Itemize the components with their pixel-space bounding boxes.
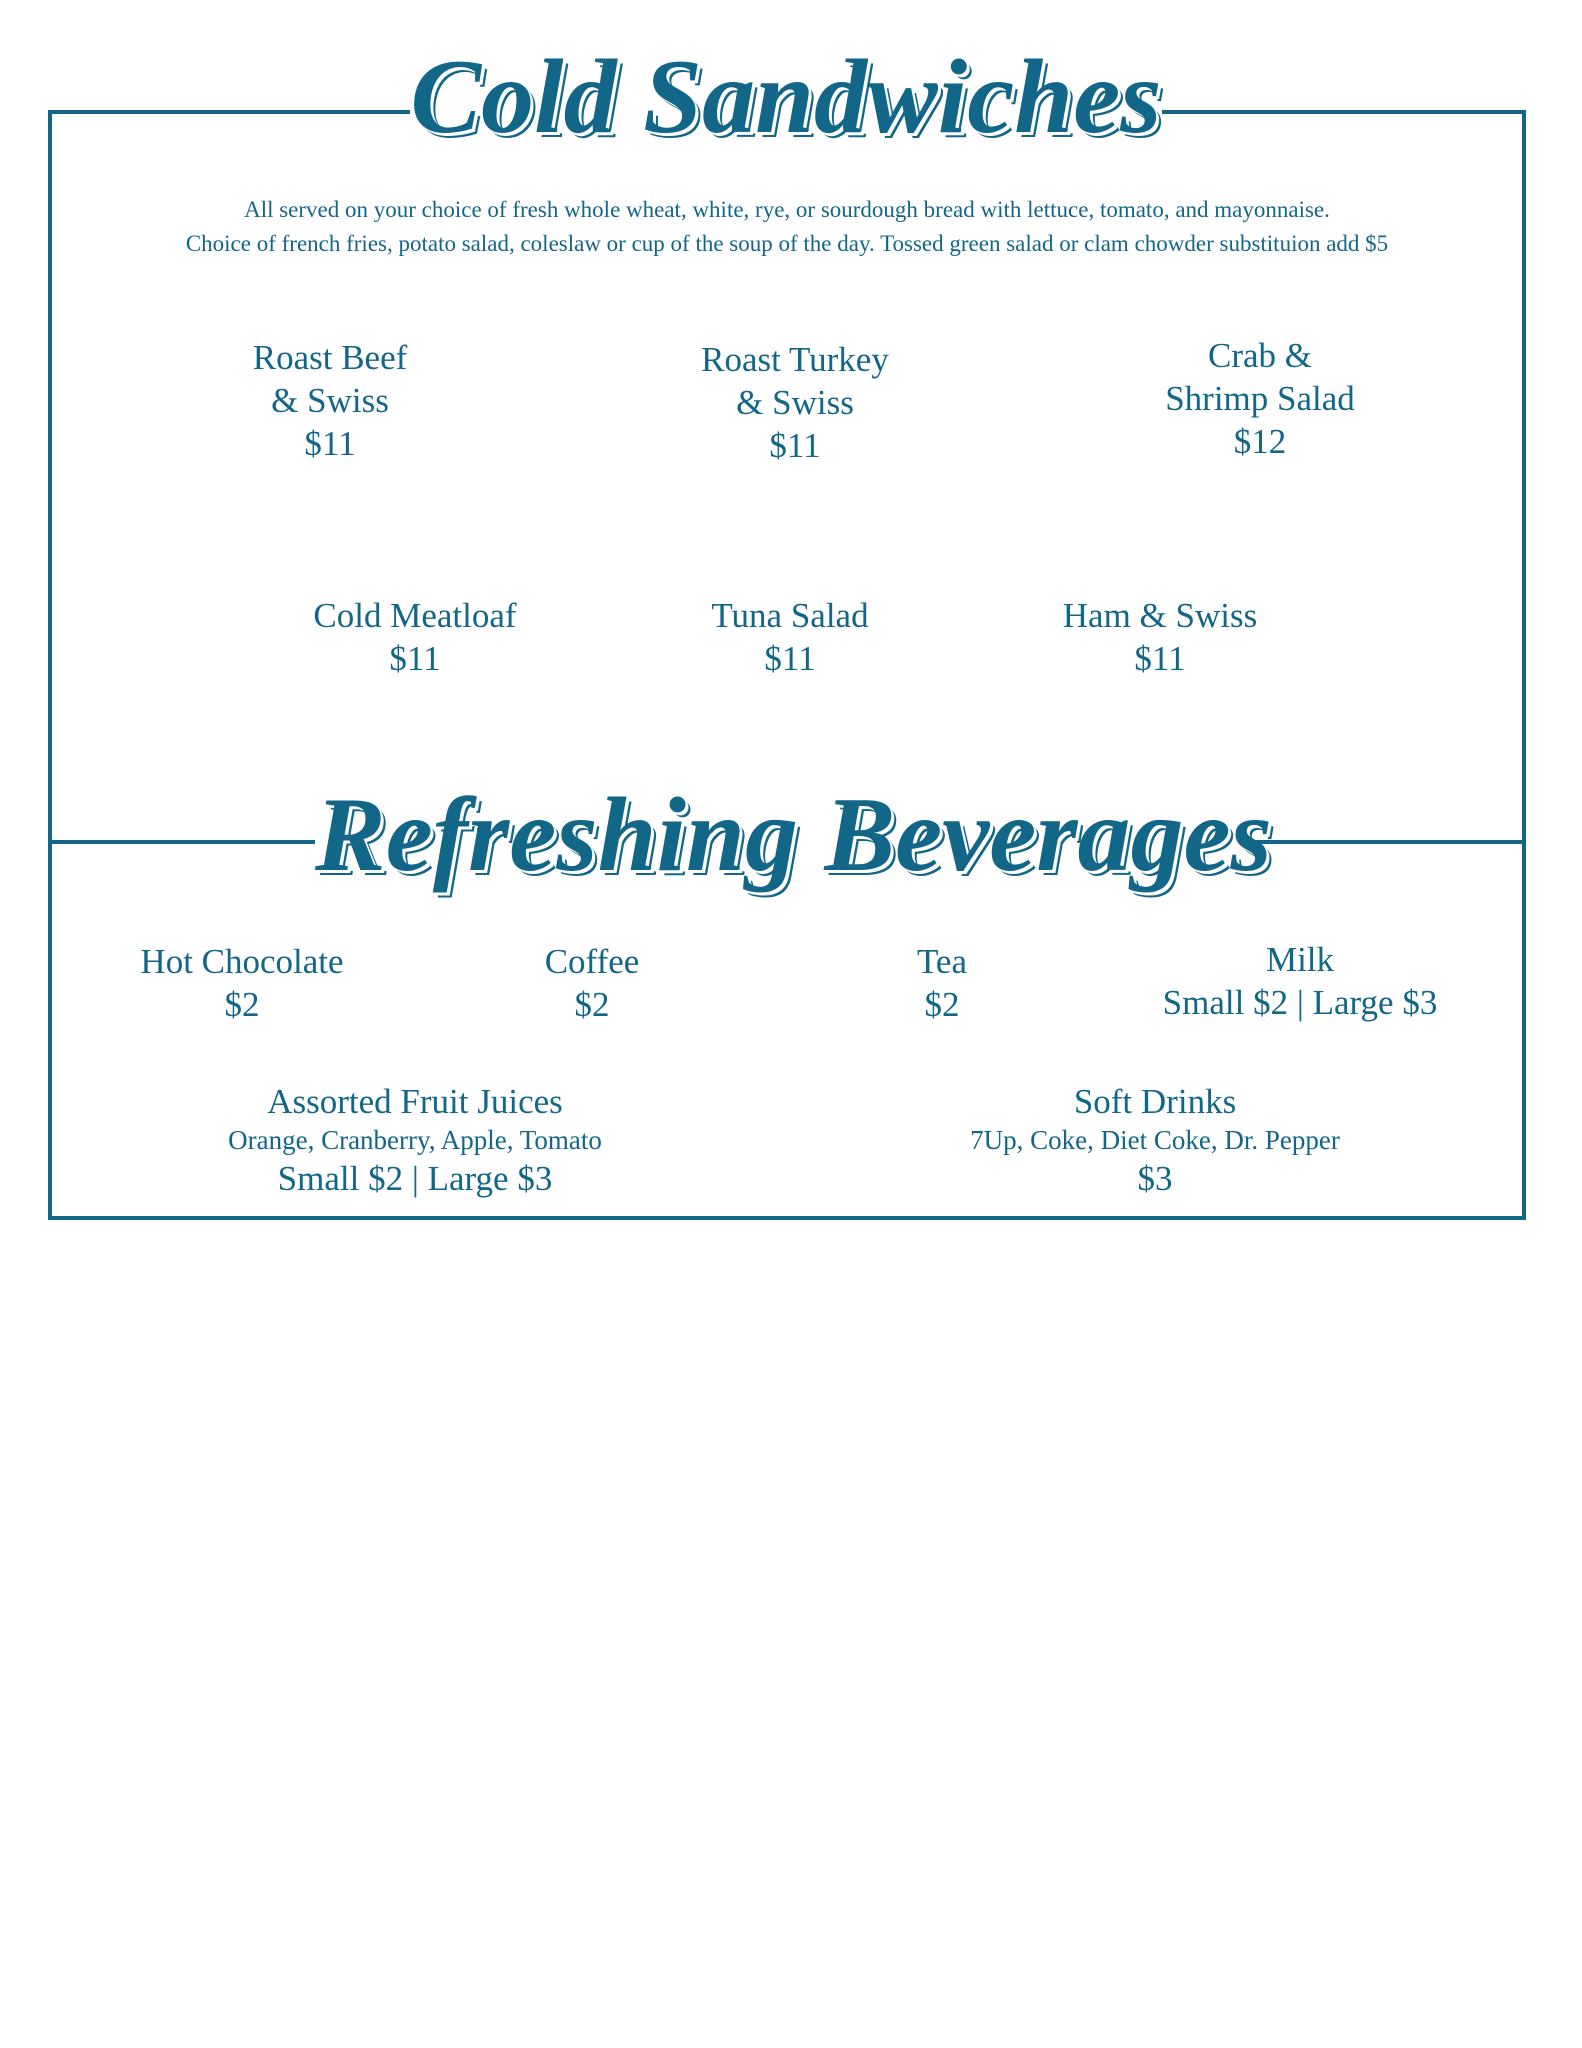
menu-item-milk — [1100, 938, 1500, 1024]
item-name-line-2: & Swiss — [271, 381, 389, 420]
item-price: $11 — [769, 426, 821, 465]
item-price: $11 — [1134, 639, 1186, 678]
item-name: Tuna Salad — [711, 596, 869, 635]
item-name: Ham & Swiss — [1062, 596, 1258, 635]
item-price: $2 — [924, 985, 960, 1024]
item-name: Roast Turkey — [701, 340, 889, 379]
item-price: $2 — [224, 985, 260, 1024]
menu-item-crab-shrimp-salad — [1090, 334, 1430, 463]
beverages-heading: Refreshing Beverages — [315, 776, 1272, 893]
item-price: $12 — [1233, 422, 1287, 461]
item-name: Soft Drinks — [1073, 1082, 1237, 1121]
item-description: 7Up, Coke, Diet Coke, Dr. Pepper — [970, 1125, 1340, 1155]
menu-item-hot-chocolate — [92, 940, 392, 1026]
item-price: Small $2 | Large $3 — [277, 1159, 553, 1198]
item-price: Small $2 | Large $3 — [1162, 983, 1438, 1022]
intro-line-2: Choice of french fries, potato salad, coleslaw or cup of the soup of the day. Tossed green salad or clam chowder substituion add $5 — [185, 231, 1389, 256]
menu-item-cold-meatloaf — [250, 594, 580, 680]
sandwich-intro — [60, 193, 1514, 261]
item-name: Tea — [916, 942, 967, 981]
menu-item-coffee — [442, 940, 742, 1026]
cold-sandwiches-heading: Cold Sandwiches — [410, 38, 1162, 155]
item-name-line-2: Shrimp Salad — [1165, 379, 1355, 418]
item-name-line-2: & Swiss — [736, 383, 854, 422]
menu-item-fruit-juices — [165, 1080, 665, 1200]
item-price: $11 — [764, 639, 816, 678]
intro-line-1: All served on your choice of fresh whole wheat, white, rye, or sourdough bread with lettuce, tomato, and mayonnaise. — [244, 197, 1330, 222]
item-name: Hot Chocolate — [140, 942, 344, 981]
menu-item-ham-swiss — [1010, 594, 1310, 680]
menu-item-soft-drinks — [905, 1080, 1405, 1200]
item-description: Orange, Cranberry, Apple, Tomato — [228, 1125, 602, 1155]
item-price: $3 — [1137, 1159, 1173, 1198]
item-price: $11 — [304, 424, 356, 463]
item-name: Cold Meatloaf — [313, 596, 517, 635]
item-price: $11 — [389, 639, 441, 678]
item-name: Assorted Fruit Juices — [267, 1082, 563, 1121]
item-name: Roast Beef — [252, 338, 408, 377]
item-price: $2 — [574, 985, 610, 1024]
item-name: Coffee — [544, 942, 640, 981]
item-name: Milk — [1265, 940, 1335, 979]
menu-item-tuna-salad — [640, 594, 940, 680]
menu-item-tea — [792, 940, 1092, 1026]
menu-item-roast-turkey — [645, 338, 945, 467]
menu-item-roast-beef — [180, 336, 480, 465]
item-name: Crab & — [1207, 336, 1312, 375]
